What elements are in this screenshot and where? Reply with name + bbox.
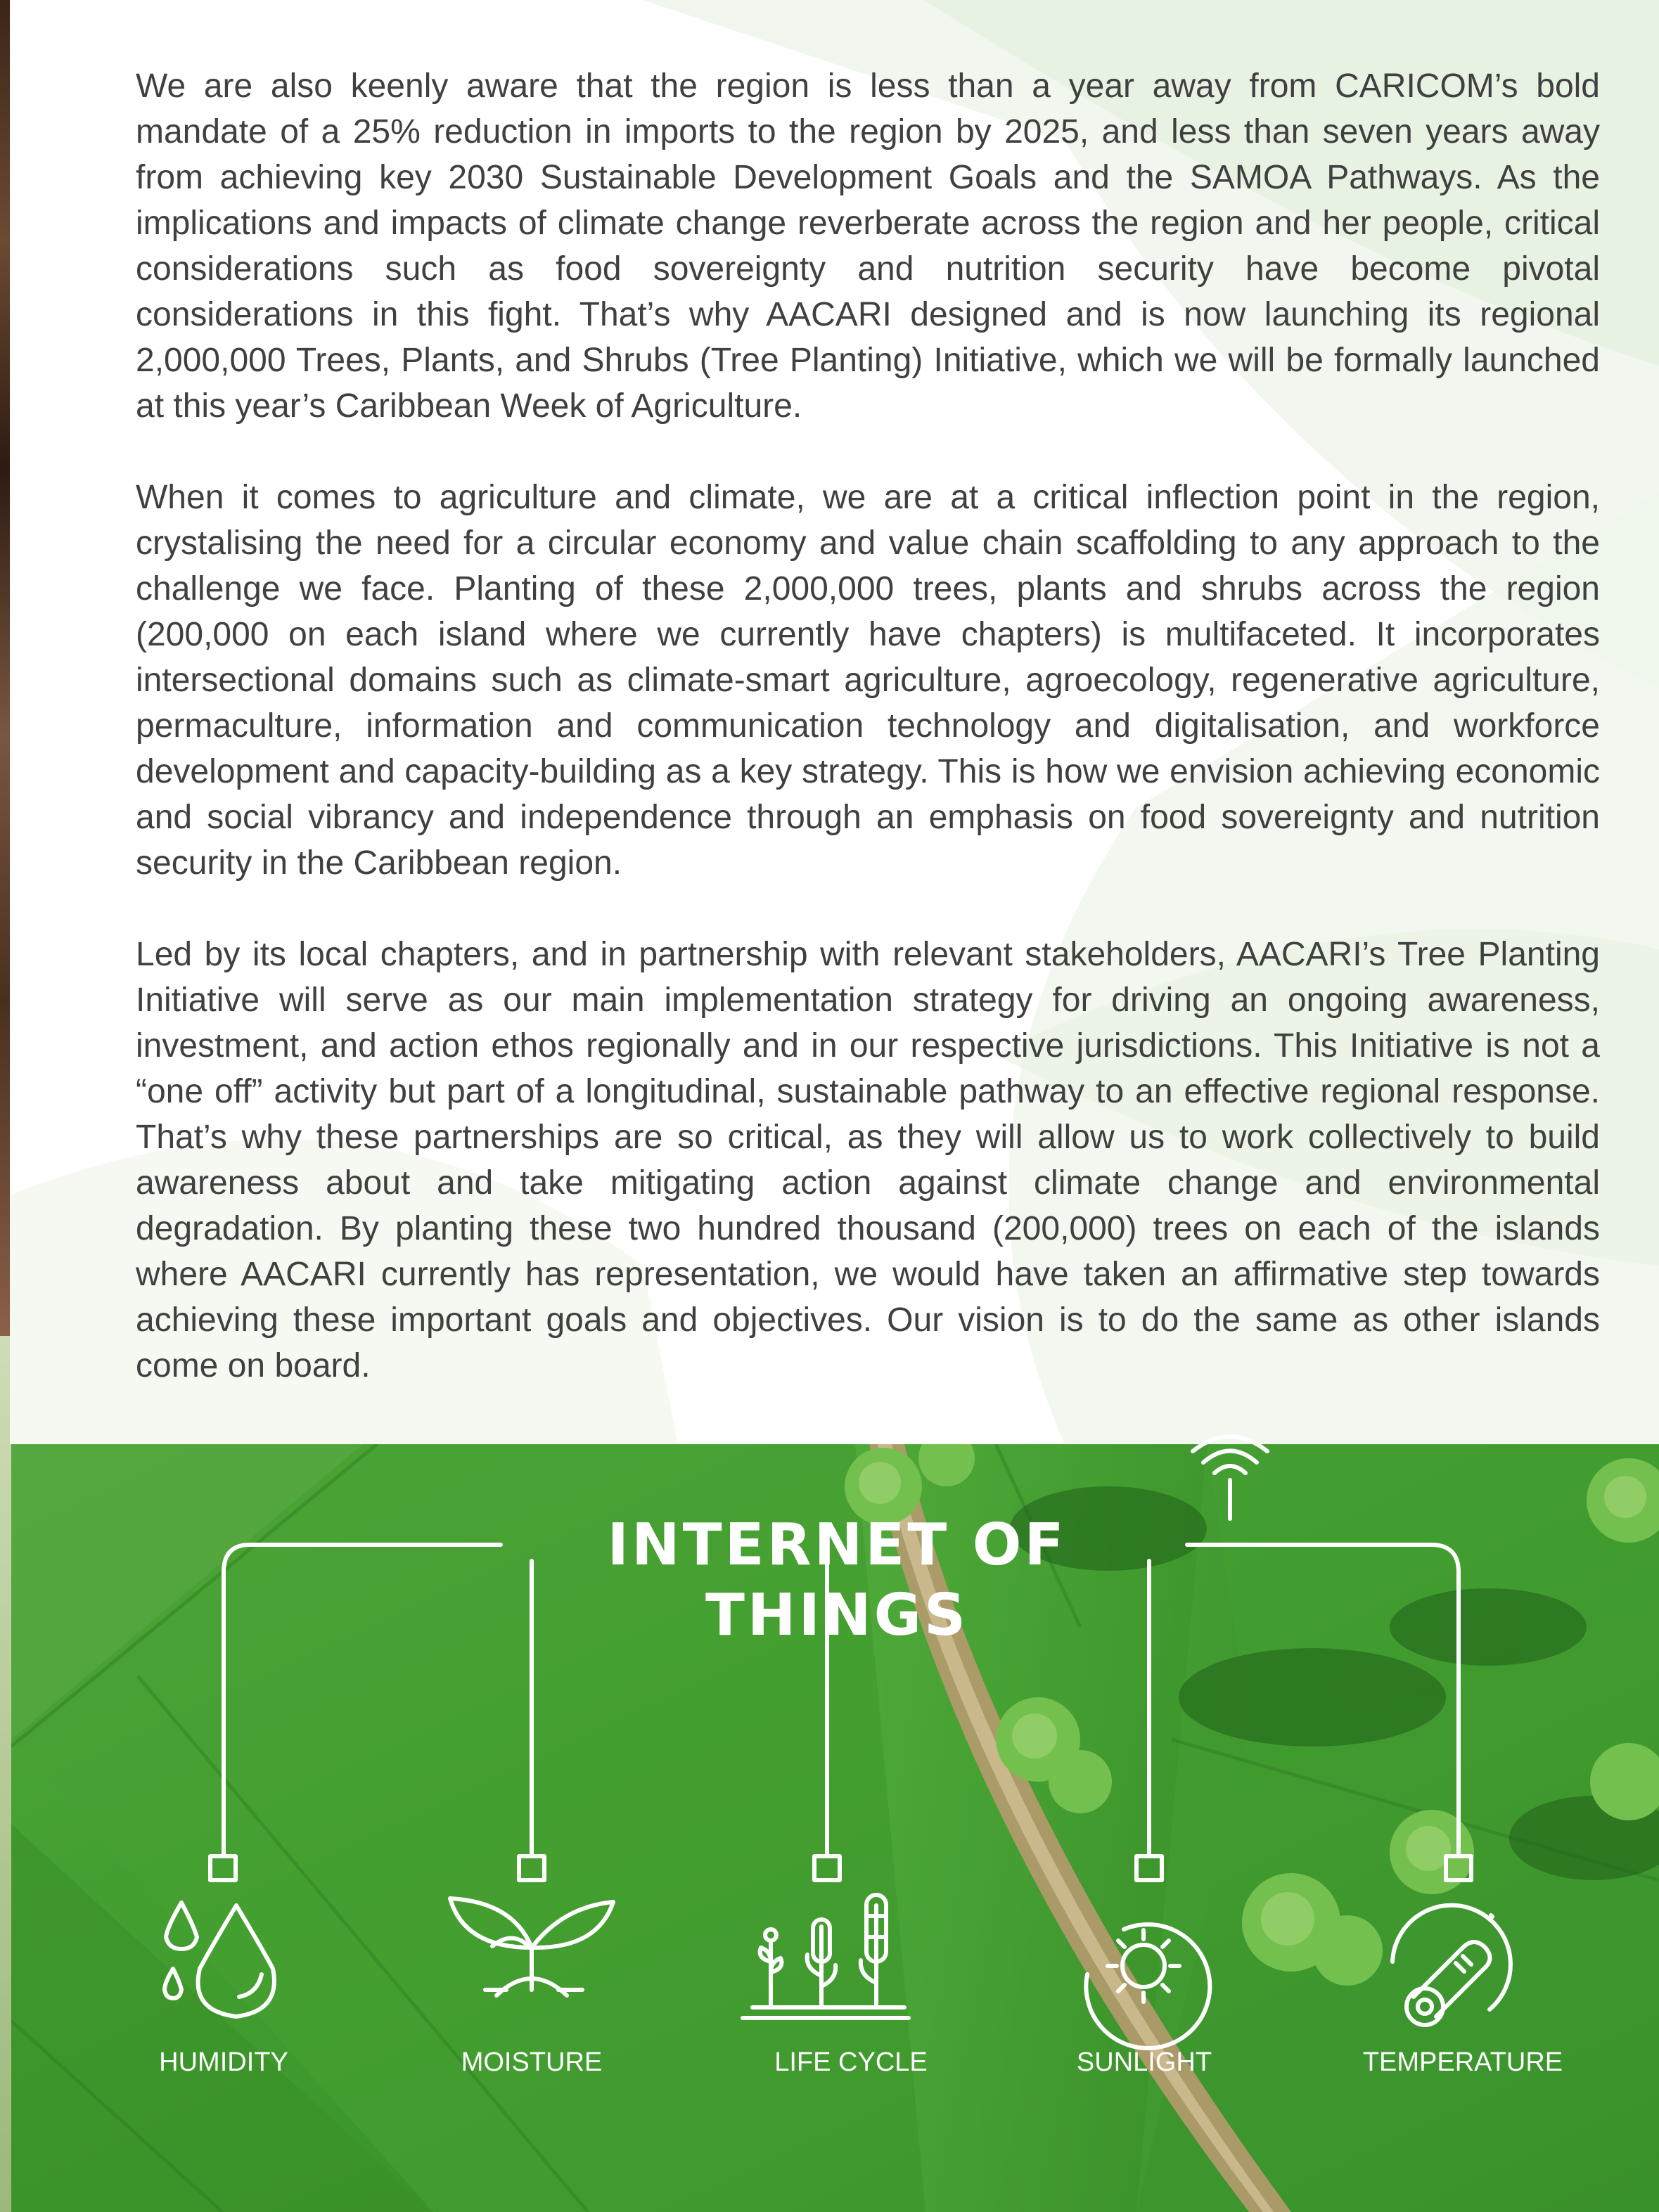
label-temperature: TEMPERATURE	[1362, 2047, 1563, 2077]
adjacent-page-green-strip	[0, 1336, 11, 2212]
iot-title: INTERNET OF THINGS	[607, 1512, 1067, 1649]
label-sunlight: SUNLIGHT	[1076, 2047, 1212, 2077]
paragraph-1: We are also keenly aware that the region is less than a year away from CARICOM’s bold mandate of a 25% reduction in imports to the region by 2025, and less than seven years away from achieving key 2030 Sustainable Development Goals and the SAMOA Pathways. As the implications and impacts of climate change reverberate across the region and her people, critical considerations such as food sovereignty and nutrition security have become pivotal considerations in this fight. That’s why AACARI designed and is now launching its regional 2,000,000 Trees, Plants, and Shrubs (Tree Planting) Initiative, which we will be formally launched at this year’s Caribbean Week of Agriculture.	[136, 67, 1600, 425]
label-humidity: HUMIDITY	[159, 2047, 288, 2077]
body-text	[136, 63, 1600, 1434]
label-moisture: MOISTURE	[461, 2047, 603, 2077]
paragraph-2: When it comes to agriculture and climate, we are at a critical inflection point in the region, crystalising the need for a circular economy and value chain scaffolding to any approach to the challenge we face. Planting of these 2,000,000 trees, plants and shrubs across the region (200,000 on each island where we currently have chapters) is multifaceted. It incorporates intersectional domains such as climate-smart agriculture, agroecology, regenerative agriculture, permaculture, information and communication technology and digitalisation, and workforce development and capacity-building as a key strategy. This is how we envision achieving economic and social vibrancy and independence through an emphasis on food sovereignty and nutrition security in the Caribbean region.	[136, 479, 1600, 882]
paragraph-3: Led by its local chapters, and in partnership with relevant stakeholders, AACARI’s Tree Planting Initiative will serve as our main implementation strategy for driving an ongoing awareness, investment, and action ethos regionally and in our respective jurisdictions. This Initiative is not a “one off” activity but part of a longitudinal, sustainable pathway to an effective regional response. That’s why these partnerships are so critical, as they will allow us to work collectively to build awareness about and take mitigating action against climate change and environmental degradation. By planting these two hundred thousand (200,000) trees on each of the islands where AACARI currently has representation, we would have taken an affirmative step towards achieving these important goals and objectives. Our vision is to do the same as other islands come on board.	[136, 936, 1600, 1384]
label-life-cycle: LIFE CYCLE	[774, 2047, 928, 2077]
adjacent-page-photo-strip	[0, 0, 10, 1336]
